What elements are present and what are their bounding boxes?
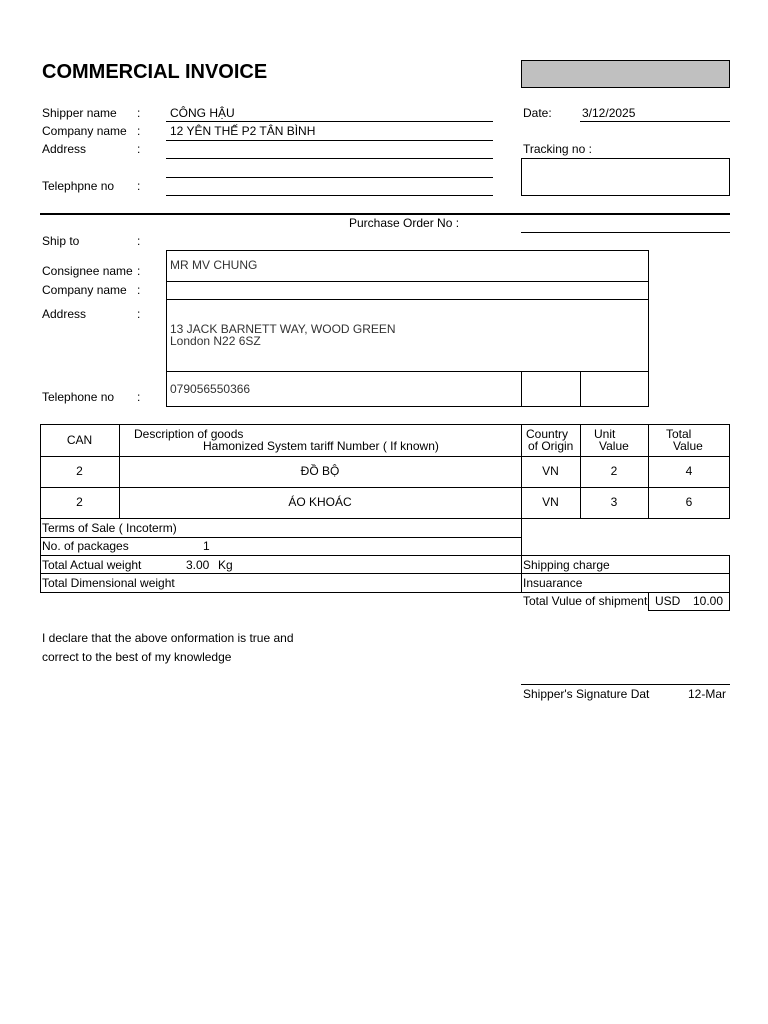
total-value[interactable]: 10.00 (693, 594, 724, 608)
header-country: Country (526, 427, 569, 441)
actual-weight-value[interactable]: 3.00 (186, 558, 210, 572)
packages-value[interactable]: 1 (203, 539, 210, 553)
colon: : (137, 106, 141, 120)
colon: : (137, 283, 141, 297)
colon: : (137, 142, 141, 156)
consignee-name-value[interactable]: MR MV CHUNG (170, 258, 258, 272)
terms-of-sale-label: Terms of Sale ( Incoterm) (42, 521, 177, 535)
tracking-label: Tracking no : (523, 142, 592, 156)
consignee-telephone-label: Telephone no (42, 390, 115, 404)
shipper-telephone-line (166, 195, 493, 196)
summary-row-line (40, 573, 730, 574)
table-row-unit-value[interactable]: 2 (610, 464, 618, 478)
consignee-address-label: Address (42, 307, 87, 321)
declaration-line-1: I declare that the above onformation is true and (42, 631, 294, 645)
consignee-box-divider (166, 371, 649, 372)
summary-row-line (40, 555, 730, 556)
consignee-telephone-value[interactable]: 079056550366 (170, 382, 251, 396)
signature-line (521, 684, 730, 685)
shipper-address-line-2 (166, 177, 493, 178)
summary-row-line (40, 537, 521, 538)
table-row-total-value[interactable]: 4 (685, 464, 693, 478)
header-total-value: Value (673, 439, 703, 453)
table-row-unit-value[interactable]: 3 (610, 495, 618, 509)
dimensional-weight-label: Total Dimensional weight (42, 576, 175, 590)
table-row-country[interactable]: VN (542, 495, 559, 509)
shipper-company-value[interactable]: 12 YÊN THẾ P2 TÂN BÌNH (170, 124, 316, 138)
summary-right-edge (729, 555, 730, 592)
table-row-country[interactable]: VN (542, 464, 559, 478)
table-row-description[interactable]: ĐỒ BỘ (300, 464, 340, 478)
currency: USD (655, 594, 681, 608)
header-description: Description of goods (134, 427, 244, 441)
signature-date[interactable]: 12-Mar (688, 687, 727, 701)
shipper-address-line-1 (166, 158, 493, 159)
consignee-address-line2[interactable]: London N22 6SZ (170, 334, 261, 348)
shipping-charge-label: Shipping charge (523, 558, 610, 572)
date-value[interactable]: 3/12/2025 (582, 106, 636, 120)
date-line (580, 121, 730, 122)
declaration-line-2: correct to the best of my knowledge (42, 650, 232, 664)
shipper-name-value[interactable]: CÔNG HẬU (170, 106, 235, 120)
colon: : (137, 234, 141, 248)
shipper-name-label: Shipper name (42, 106, 117, 120)
shipper-address-label: Address (42, 142, 87, 156)
header-total: Total (666, 427, 692, 441)
table-row-can[interactable]: 2 (76, 464, 83, 478)
header-unit: Unit (594, 427, 616, 441)
consignee-name-label: Consignee name (42, 264, 133, 278)
consignee-box-divider (580, 371, 581, 407)
consignee-address-line1[interactable]: 13 JACK BARNETT WAY, WOOD GREEN (170, 322, 396, 336)
colon: : (137, 124, 141, 138)
shipper-company-label: Company name (42, 124, 127, 138)
header-hs-code: Hamonized System tariff Number ( If known) (203, 439, 439, 453)
table-row-description[interactable]: ÁO KHOÁC (288, 495, 352, 509)
invoice-title: COMMERCIAL INVOICE (42, 61, 268, 83)
signature-label: Shipper's Signature Dat (523, 687, 650, 701)
date-label: Date: (523, 106, 552, 120)
colon: : (137, 264, 141, 278)
colon: : (137, 307, 141, 321)
table-row-total-value[interactable]: 6 (685, 495, 693, 509)
section-divider (40, 213, 730, 215)
goods-table-row-line (40, 487, 730, 488)
colon: : (137, 390, 141, 404)
shipper-telephone-label: Telephpne no (42, 179, 115, 193)
actual-weight-unit: Kg (218, 558, 233, 572)
actual-weight-label: Total Actual weight (42, 558, 142, 572)
header-can: CAN (66, 433, 93, 447)
shipper-company-line (166, 140, 493, 141)
header-shaded-box (521, 60, 730, 88)
consignee-box-divider (166, 299, 649, 300)
consignee-box-divider (521, 371, 522, 407)
goods-table-row-line (40, 456, 730, 457)
consignee-box-divider (166, 281, 649, 282)
consignee-company-label: Company name (42, 283, 127, 297)
colon: : (137, 179, 141, 193)
total-value-label: Total Vulue of shipment (523, 594, 648, 608)
ship-to-label: Ship to (42, 234, 80, 248)
header-unit-value: Value (599, 439, 629, 453)
insurance-label: Insuarance (523, 576, 583, 590)
tracking-box[interactable] (521, 158, 730, 196)
packages-label: No. of packages (42, 539, 129, 553)
shipper-name-line (166, 121, 493, 122)
table-row-can[interactable]: 2 (76, 495, 83, 509)
purchase-order-line (521, 232, 730, 233)
header-origin: of Origin (528, 439, 574, 453)
purchase-order-label: Purchase Order No : (349, 216, 460, 230)
summary-row-line (40, 592, 730, 593)
